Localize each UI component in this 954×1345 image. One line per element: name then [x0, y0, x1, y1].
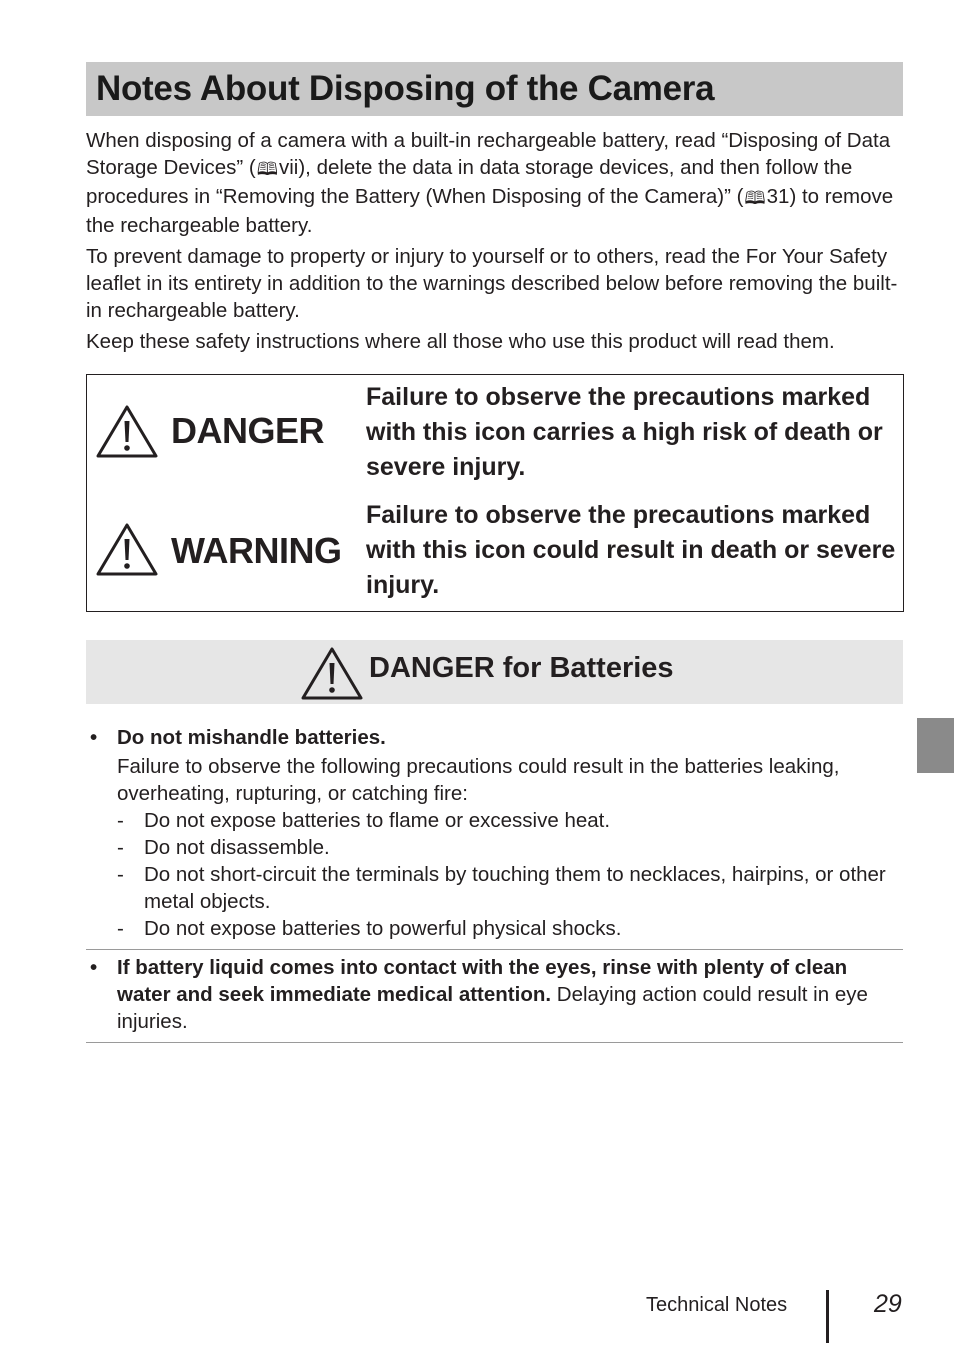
- page-title: Notes About Disposing of the Camera: [96, 69, 715, 108]
- page-number: 29: [874, 1290, 902, 1318]
- intro-text: [86, 127, 906, 359]
- book-reference-icon: 🕮: [256, 159, 278, 179]
- sub-list-item: - Do not short-circuit the terminals by touching them to necklaces, hairpins, or other metal objects.: [117, 863, 886, 913]
- item-heading: Do not mishandle batteries.: [117, 726, 386, 749]
- sub-list: [117, 807, 903, 942]
- intro-paragraph-1: When disposing of a camera with a built-in rechargeable battery, read “Disposing of Data Storage Devices” (🕮vii), delete the data in data storage devices, and then follow the procedures in “Removing the Battery (When Disposing of the Camera)” (🕮31) to remove the rechargeable battery.: [86, 129, 894, 237]
- footer-section-label: Technical Notes: [646, 1294, 788, 1316]
- sub-list-item: - Do not expose batteries to flame or excessive heat.: [117, 809, 611, 832]
- sub-list-item: - Do not disassemble.: [117, 836, 330, 859]
- danger-items-list: [86, 724, 903, 1043]
- section-heading: DANGER for Batteries: [369, 652, 674, 684]
- footer-divider: [826, 1290, 829, 1343]
- book-reference-icon: 🕮: [744, 188, 766, 208]
- hazard-legend-box: [86, 374, 904, 612]
- warning-triangle-icon: [95, 403, 159, 459]
- item-body: Delaying action could result in eye injuries.: [117, 983, 868, 1033]
- item-heading: If battery liquid comes into contact with the eyes, rinse with plenty of clean water and seek immediate medical attention.: [117, 956, 848, 1006]
- bullet: •: [90, 726, 98, 749]
- warning-description: Failure to observe the precautions marked with this icon could result in death or severe injury.: [366, 501, 896, 599]
- danger-batteries-header: [86, 640, 903, 704]
- danger-label: DANGER: [171, 410, 325, 451]
- intro-paragraph-3: Keep these safety instructions where all those who use this product will read them.: [86, 330, 835, 353]
- list-item: [86, 724, 903, 950]
- bullet: •: [90, 956, 98, 979]
- danger-description: Failure to observe the precautions marked with this icon carries a high risk of death or severe injury.: [366, 383, 883, 481]
- warning-label: WARNING: [171, 530, 342, 571]
- intro-paragraph-2: To prevent damage to property or injury to yourself or to others, read the For Your Safety leaflet in its entirety in addition to the warnings described below before removing the built-in rechargeable battery.: [86, 245, 898, 322]
- list-item: [86, 950, 903, 1043]
- item-body: Failure to observe the following precautions could result in the batteries leaking, overheating, rupturing, or catching fire:: [117, 755, 840, 805]
- warning-triangle-icon: [95, 521, 159, 577]
- sub-list-item: - Do not expose batteries to powerful physical shocks.: [117, 917, 622, 940]
- chapter-tab: [917, 718, 954, 773]
- page-title-bar: [86, 62, 903, 116]
- warning-triangle-icon: [300, 645, 364, 701]
